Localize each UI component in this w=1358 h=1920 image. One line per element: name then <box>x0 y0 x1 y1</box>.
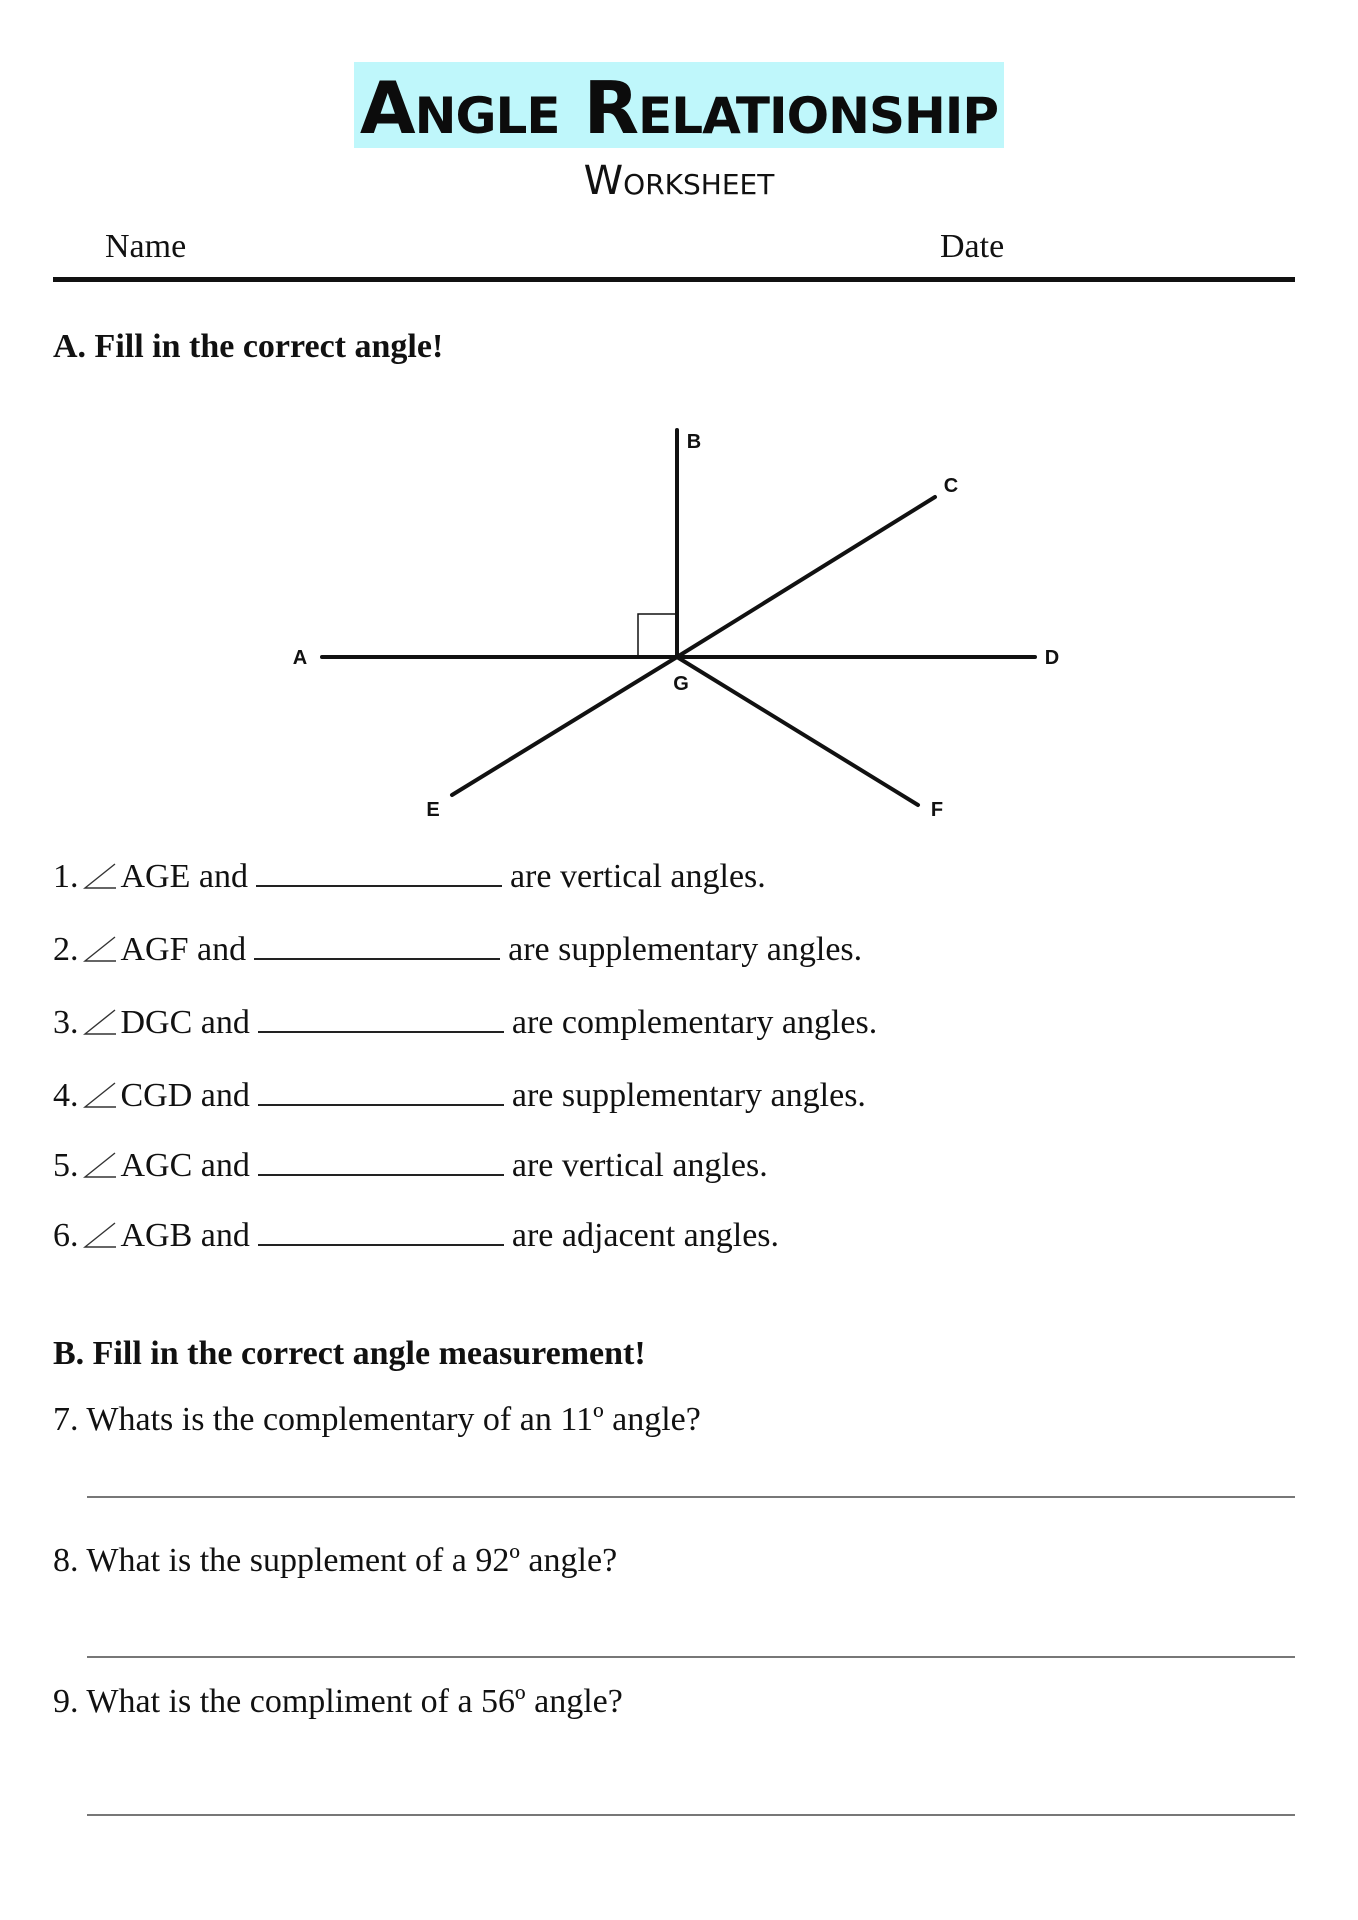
section-a-heading: A. Fill in the correct angle! <box>53 328 444 365</box>
question-suffix: are complementary angles. <box>511 1004 878 1041</box>
question-7: 7. Whats is the complementary of an 11º angle? <box>53 1401 701 1438</box>
angle-diagram <box>0 400 1358 840</box>
section-b-heading: B. Fill in the correct angle measurement! <box>53 1335 646 1372</box>
label-c: C <box>943 475 959 497</box>
label-f: F <box>930 799 944 821</box>
question-1 <box>53 857 766 896</box>
worksheet-title: Angle Relationship <box>354 62 1004 148</box>
question-2 <box>53 930 862 969</box>
question-number: 3. <box>53 1004 79 1041</box>
question-suffix: are adjacent angles. <box>511 1217 780 1254</box>
answer-blank[interactable] <box>258 1003 504 1033</box>
question-number: 4. <box>53 1077 79 1114</box>
question-angle: AGF and <box>120 931 247 968</box>
answer-blank[interactable] <box>258 1216 504 1246</box>
label-d: D <box>1044 647 1060 669</box>
label-e: E <box>426 799 440 821</box>
angle-symbol-icon <box>83 936 117 962</box>
answer-blank[interactable] <box>254 930 500 960</box>
answer-blank[interactable] <box>258 1076 504 1106</box>
question-suffix: are vertical angles. <box>509 858 766 895</box>
question-angle: CGD and <box>120 1077 250 1114</box>
angle-symbol-icon <box>83 1082 117 1108</box>
ray-gc <box>677 497 935 657</box>
answer-line-9[interactable] <box>87 1814 1295 1816</box>
question-6 <box>53 1216 779 1255</box>
question-angle: AGC and <box>120 1147 250 1184</box>
angle-symbol-icon <box>83 1009 117 1035</box>
answer-blank[interactable] <box>256 857 502 887</box>
question-suffix: are vertical angles. <box>511 1147 768 1184</box>
question-3 <box>53 1003 877 1042</box>
right-angle-marker <box>638 614 677 657</box>
question-4 <box>53 1076 866 1115</box>
question-angle: AGB and <box>120 1217 250 1254</box>
worksheet-subtitle: Worksheet <box>583 158 775 204</box>
name-label: Name <box>105 228 187 265</box>
label-a: A <box>292 647 308 669</box>
ray-ge <box>452 657 677 795</box>
answer-line-8[interactable] <box>87 1656 1295 1658</box>
question-number: 1. <box>53 858 79 895</box>
answer-blank[interactable] <box>258 1146 504 1176</box>
question-number: 6. <box>53 1217 79 1254</box>
question-angle: DGC and <box>120 1004 250 1041</box>
label-g: G <box>673 673 689 695</box>
answer-line-7[interactable] <box>87 1496 1295 1498</box>
question-suffix: are supplementary angles. <box>511 1077 866 1114</box>
question-number: 2. <box>53 931 79 968</box>
angle-symbol-icon <box>83 1222 117 1248</box>
header-rule <box>53 277 1295 282</box>
date-label: Date <box>940 228 1005 265</box>
angle-symbol-icon <box>83 1152 117 1178</box>
question-5 <box>53 1146 768 1185</box>
title-wrap <box>0 62 1358 148</box>
question-angle: AGE and <box>120 858 248 895</box>
question-9: 9. What is the compliment of a 56º angle? <box>53 1683 623 1720</box>
ray-gf <box>677 657 918 805</box>
question-8: 8. What is the supplement of a 92º angle? <box>53 1542 618 1579</box>
question-suffix: are supplementary angles. <box>508 931 863 968</box>
question-number: 5. <box>53 1147 79 1184</box>
angle-symbol-icon <box>83 863 117 889</box>
label-b: B <box>686 431 702 453</box>
